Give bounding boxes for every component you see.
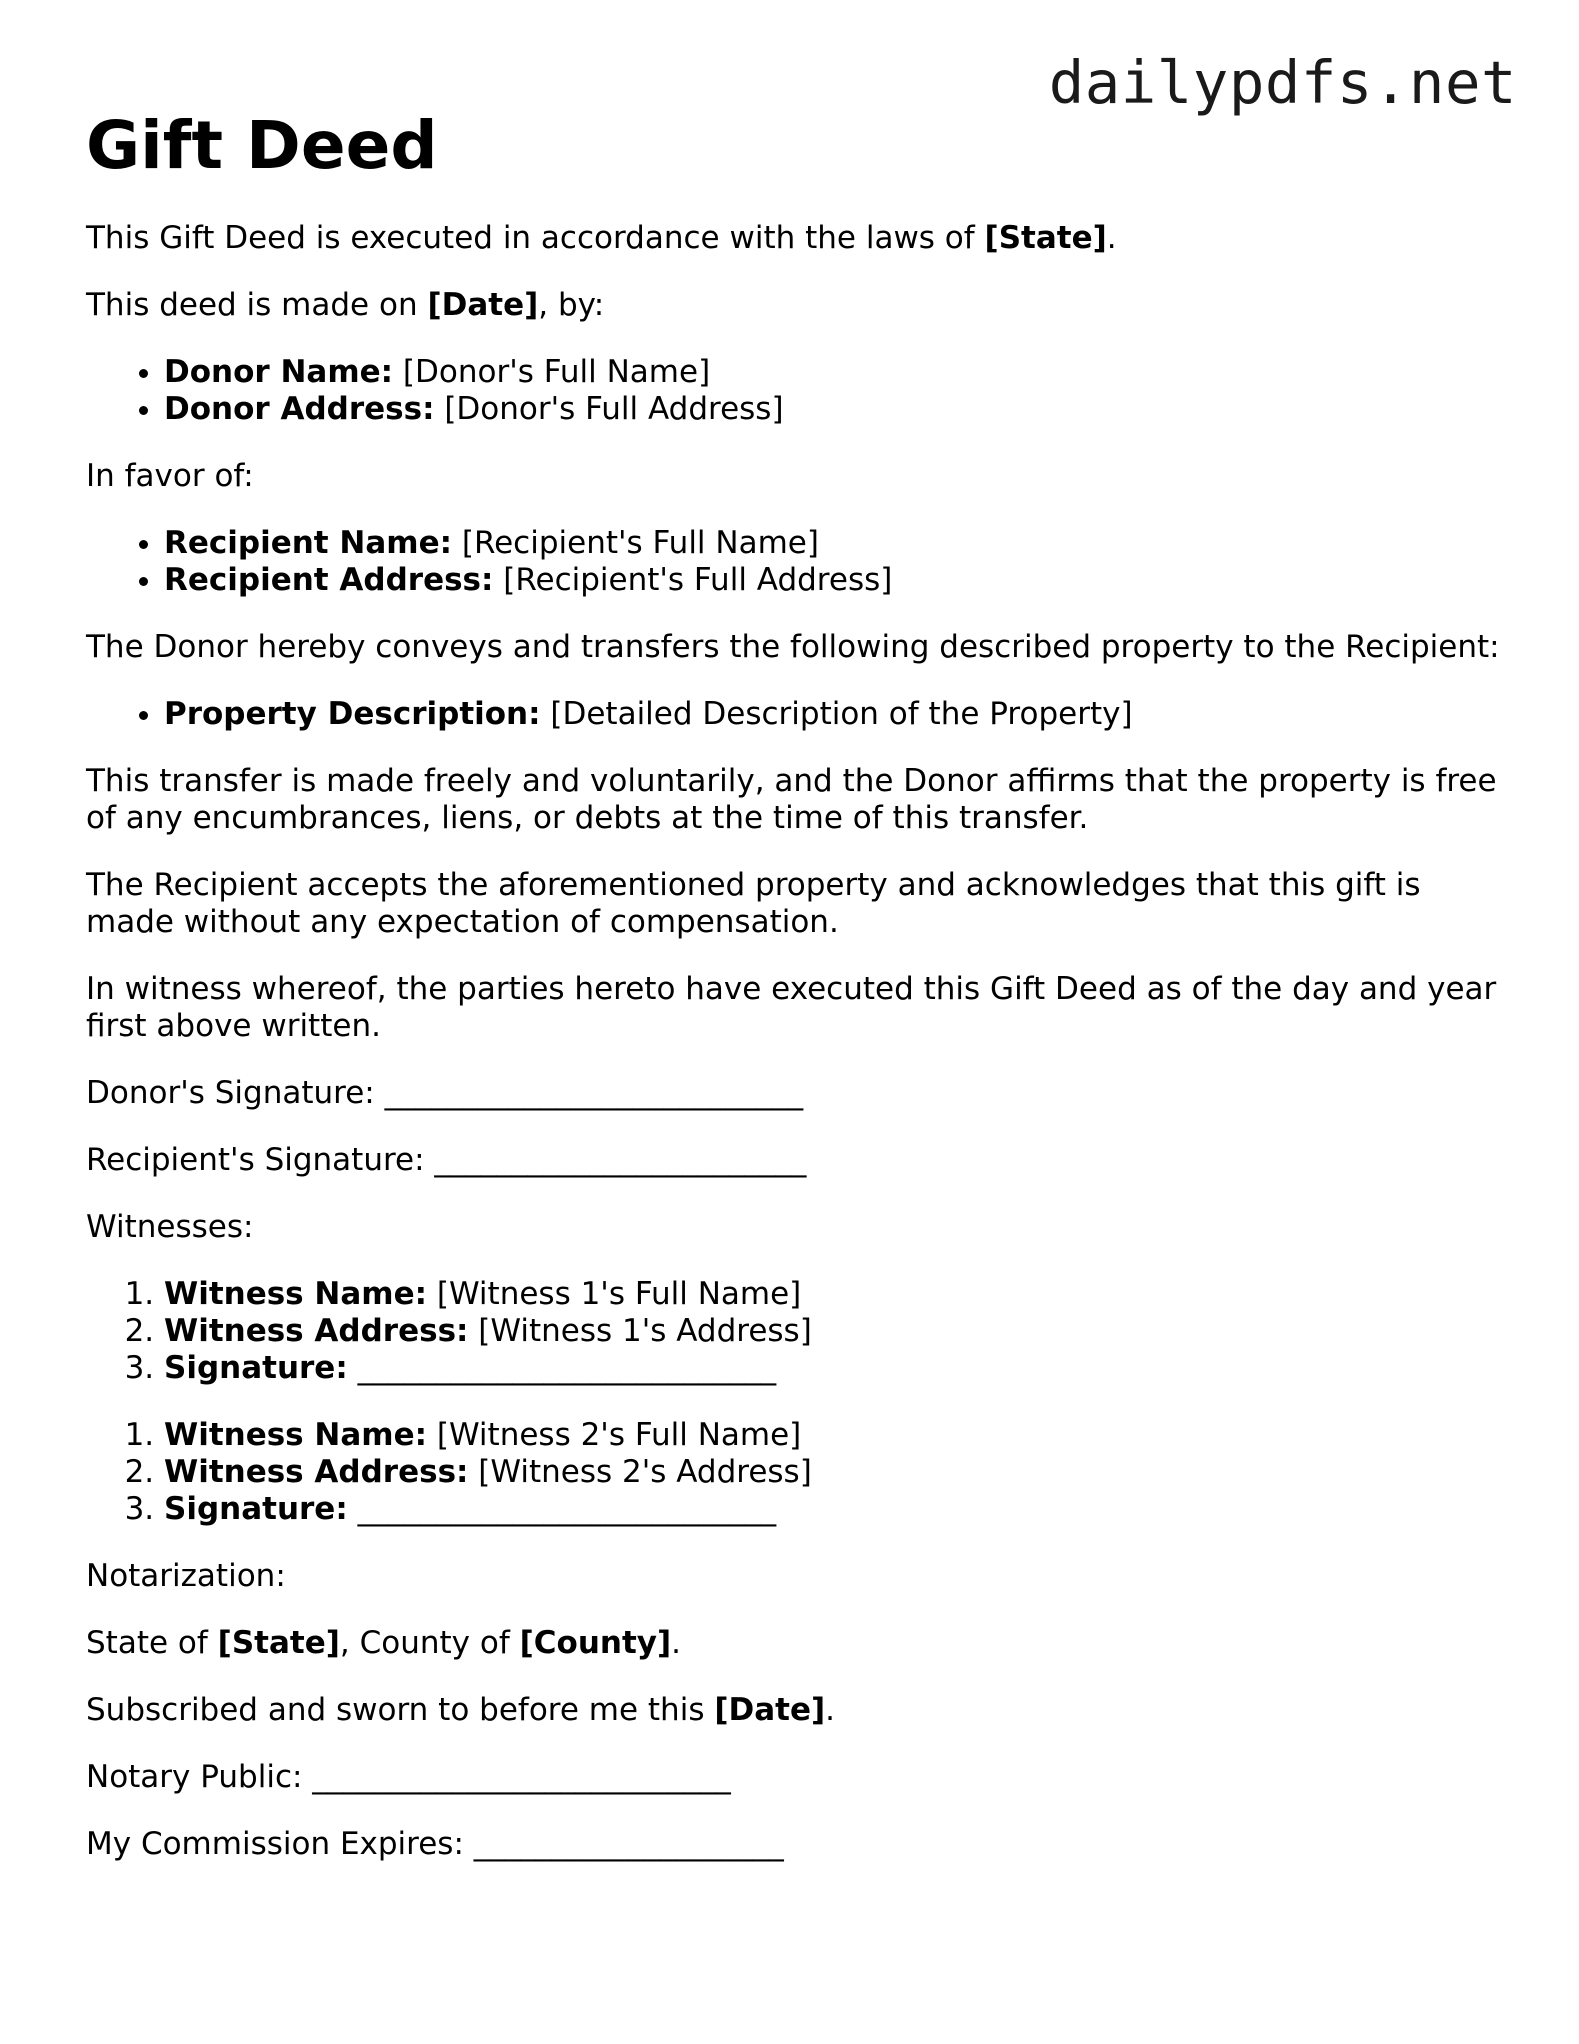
witnesses-label: Witnesses: <box>86 1209 254 1245</box>
donor-signature-line: Donor's Signature: ___________________________ <box>86 1075 804 1111</box>
list-item: • Recipient Address: [Recipient's Full Address] <box>164 562 1506 599</box>
list-item: • Donor Address: [Donor's Full Address] <box>164 391 1506 428</box>
recipient-list <box>86 525 1506 599</box>
list-item: 1. Witness Name: [Witness 2's Full Name] <box>164 1417 1506 1454</box>
list-item: 1. Witness Name: [Witness 1's Full Name] <box>164 1276 1506 1313</box>
list-item: • Recipient Name: [Recipient's Full Name] <box>164 525 1506 562</box>
witness-whereof-paragraph: In witness whereof, the parties hereto have executed this Gift Deed as of the day and year first above written. <box>86 971 1497 1044</box>
list-item: • Property Description: [Detailed Description of the Property] <box>164 696 1506 733</box>
witness-2-list <box>86 1417 1506 1528</box>
notary-public-line: Notary Public: ___________________________ <box>86 1759 731 1795</box>
in-favor-of: In favor of: <box>86 458 254 494</box>
state-placeholder: [State] <box>984 220 1107 256</box>
list-item: 3. Signature: ___________________________ <box>164 1350 1506 1387</box>
property-list <box>86 696 1506 733</box>
date-placeholder: [Date] <box>427 287 539 323</box>
list-item: 2. Witness Address: [Witness 2's Address] <box>164 1454 1506 1491</box>
document-body <box>86 106 1506 1893</box>
sworn-paragraph: Subscribed and sworn to before me this [Date]. <box>86 1692 836 1728</box>
made-on-paragraph: This deed is made on [Date], by: <box>86 287 605 323</box>
county-placeholder: [County] <box>519 1625 672 1661</box>
conveys-paragraph: The Donor hereby conveys and transfers the following described property to the Recipient: <box>86 629 1500 665</box>
donor-list <box>86 354 1506 428</box>
commission-expires-line: My Commission Expires: ____________________ <box>86 1826 784 1862</box>
page-title: Gift Deed <box>86 107 438 184</box>
transfer-paragraph: This transfer is made freely and voluntarily, and the Donor affirms that the property is free of any encumbrances, liens, or debts at the time of this transfer. <box>86 763 1497 836</box>
witness-1-list <box>86 1276 1506 1387</box>
recipient-signature-line: Recipient's Signature: ________________________ <box>86 1142 807 1178</box>
notarization-label: Notarization: <box>86 1558 286 1594</box>
list-item: 2. Witness Address: [Witness 1's Address] <box>164 1313 1506 1350</box>
list-item: 3. Signature: ___________________________ <box>164 1491 1506 1528</box>
accept-paragraph: The Recipient accepts the aforementioned property and acknowledges that this gift is made without any expectation of compensation. <box>86 867 1421 940</box>
intro-paragraph: This Gift Deed is executed in accordance with the laws of [State]. <box>86 220 1117 256</box>
list-item: • Donor Name: [Donor's Full Name] <box>164 354 1506 391</box>
watermark: dailypdfs.net <box>1048 48 1517 117</box>
date-placeholder: [Date] <box>714 1692 826 1728</box>
state-county-paragraph: State of [State], County of [County]. <box>86 1625 682 1661</box>
state-placeholder: [State] <box>217 1625 340 1661</box>
